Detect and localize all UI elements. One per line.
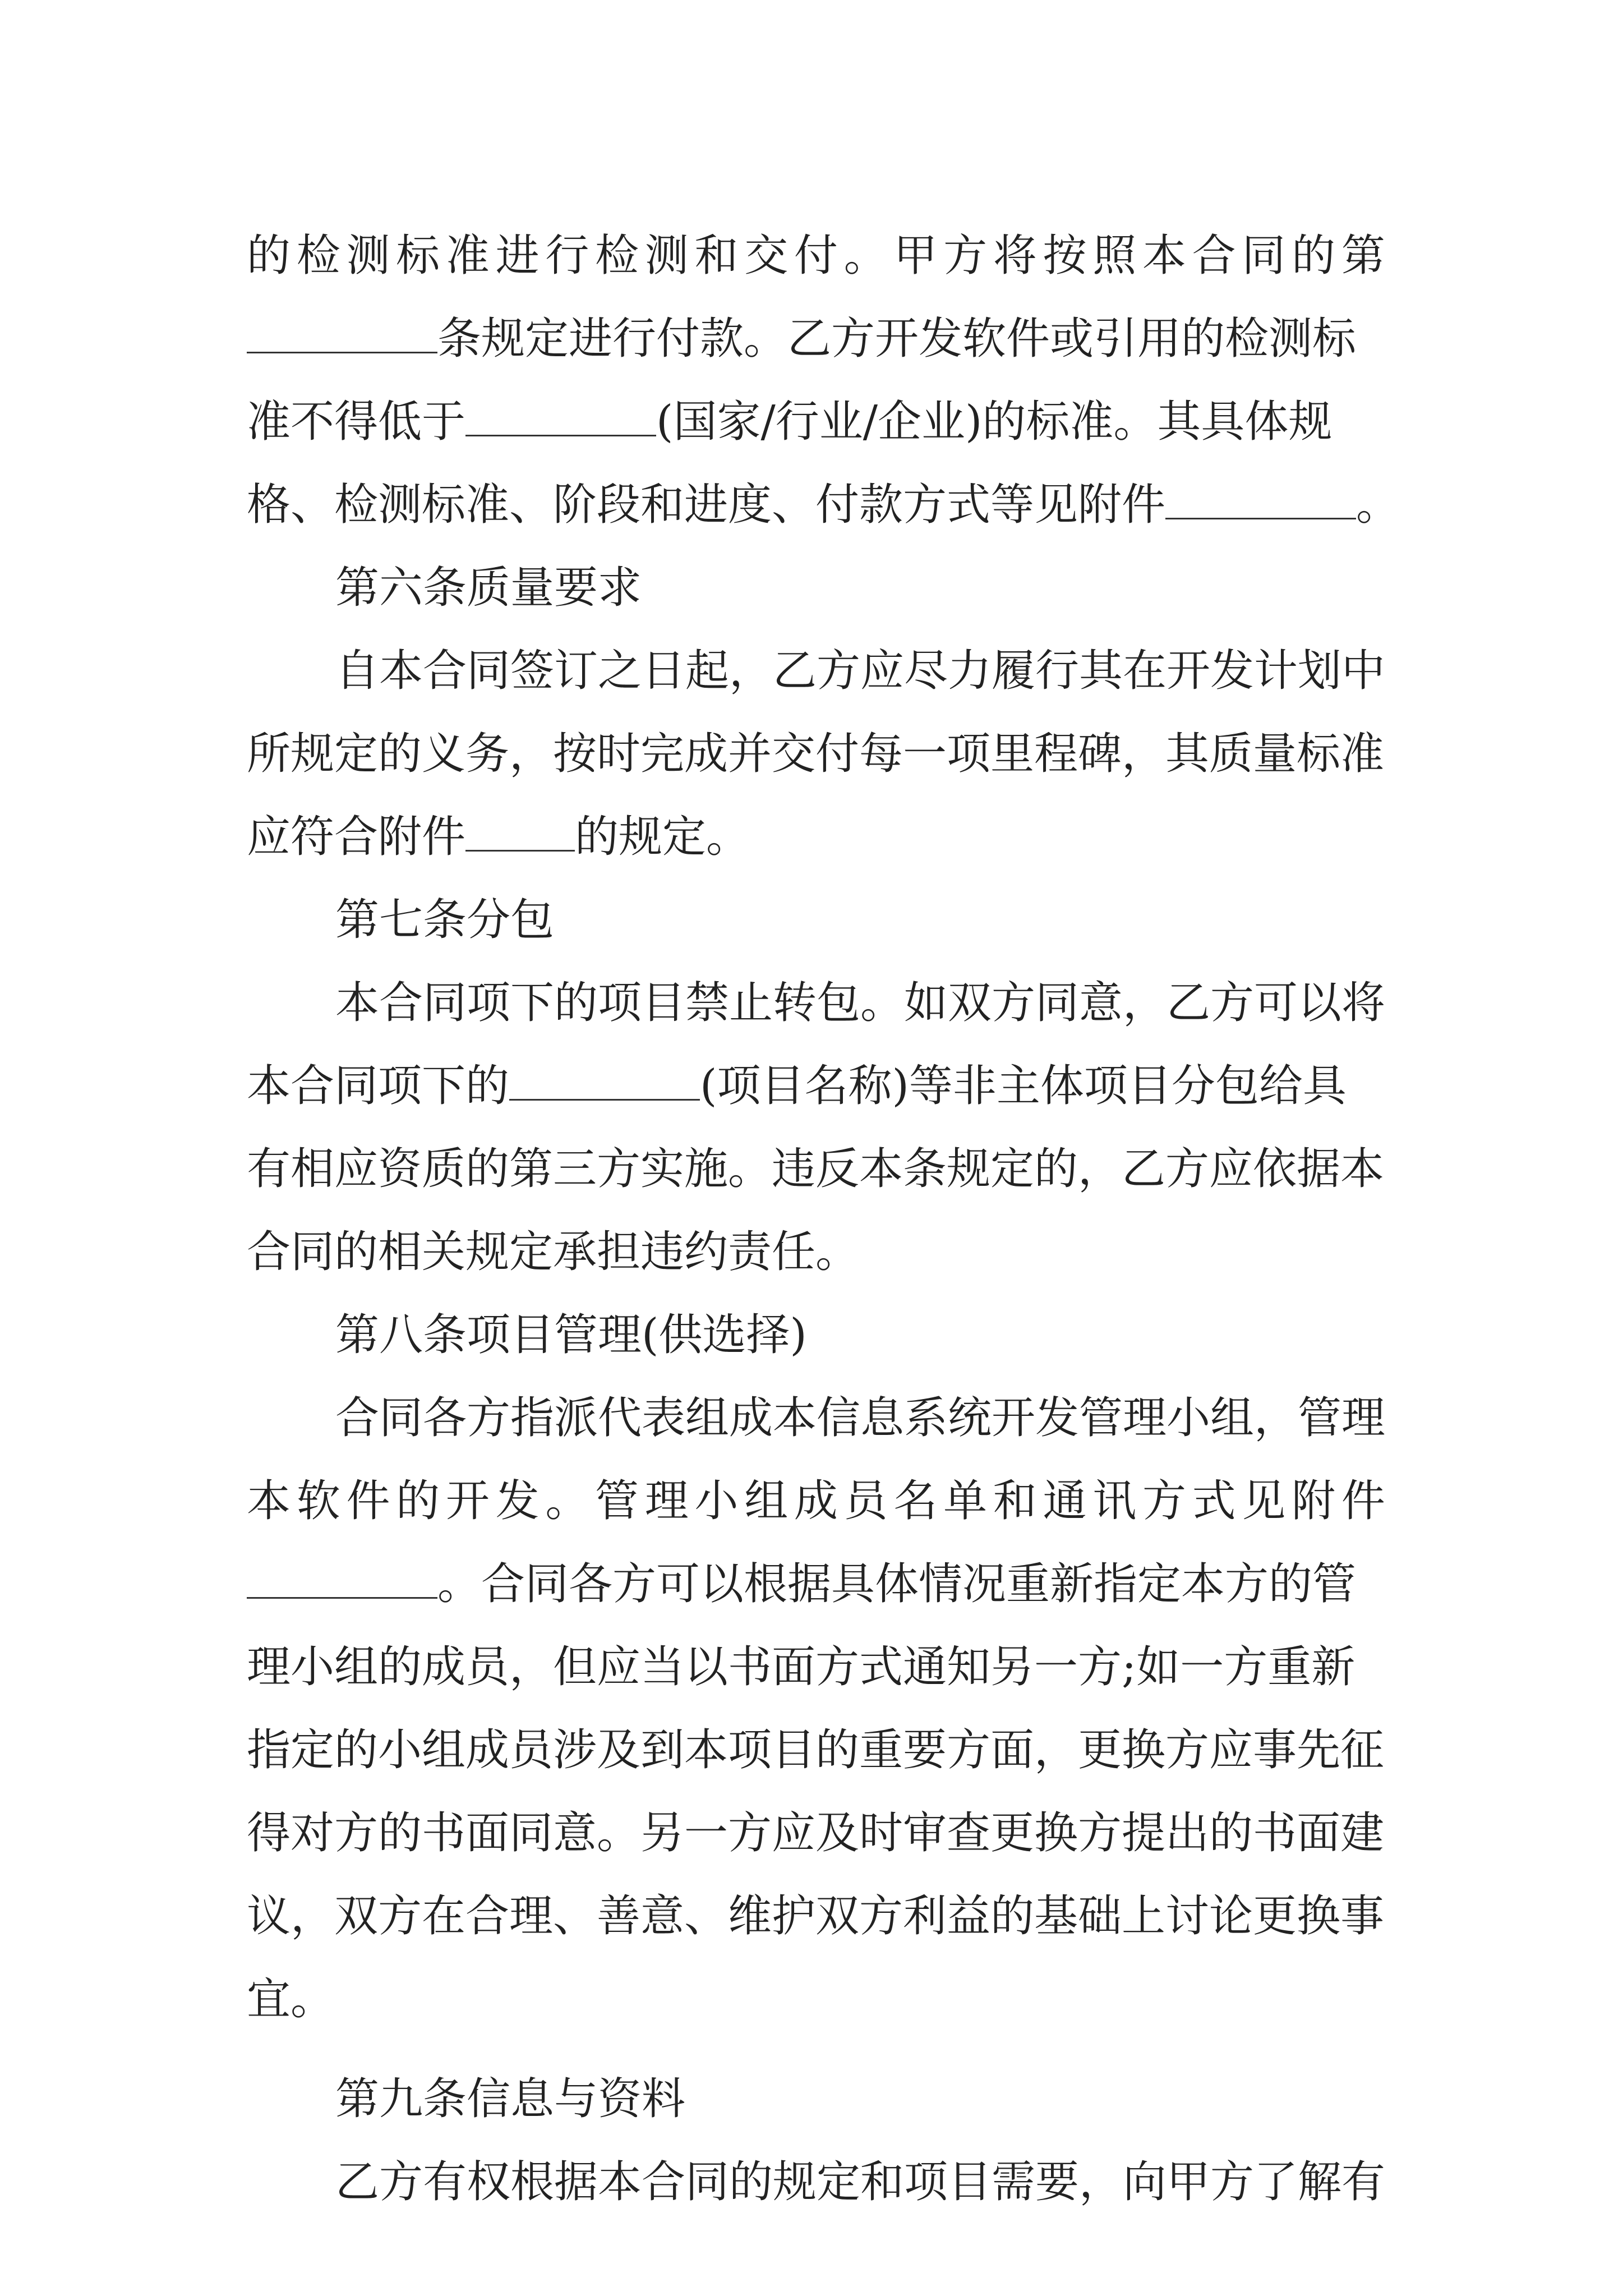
- character: 名: [893, 1476, 938, 1526]
- character: 测: [644, 231, 689, 281]
- fill-in-blank[interactable]: [1165, 476, 1356, 519]
- text-line: 自本合同签订之日起，乙方应尽力履行其在开发计划中: [335, 646, 1386, 696]
- text-line: 宜。: [247, 1974, 335, 2024]
- text-line: 所规定的义务，按时完成并交付每一项里程碑，其质量标准: [247, 729, 1385, 779]
- text-line: 。合同各方可以根据具体情况重新指定本方的管: [247, 1543, 1385, 1626]
- character: 检: [296, 231, 340, 281]
- section-heading: 第八条项目管理(供选择): [335, 1310, 807, 1360]
- character: 发: [495, 1476, 540, 1526]
- text-line: 条规定进行付款。乙方开发软件或引用的检测标: [247, 297, 1385, 380]
- character: 管: [595, 1476, 639, 1526]
- character: 见: [1242, 1476, 1286, 1526]
- text-line: 指定的小组成员涉及到本项目的重要方面，更换方应事先征: [247, 1725, 1385, 1775]
- character: 软: [296, 1476, 340, 1526]
- character: 行: [545, 231, 589, 281]
- document-page: [247, 214, 1400, 2224]
- character: 附: [1292, 1476, 1336, 1526]
- character: 检: [595, 231, 639, 281]
- character: 理: [644, 1476, 689, 1526]
- character: 和: [993, 1476, 1037, 1526]
- character: 员: [843, 1476, 888, 1526]
- character: 甲: [893, 231, 938, 281]
- character: 开: [445, 1476, 490, 1526]
- text-line: 合同的相关规定承担违约责任。: [247, 1227, 860, 1277]
- paragraph-spacing: [247, 2041, 1385, 2058]
- fill-in-blank[interactable]: [247, 310, 437, 353]
- character: 照: [1092, 231, 1137, 281]
- character: 方: [1142, 1476, 1186, 1526]
- character: 。: [843, 231, 888, 281]
- text-line: 乙方有权根据本合同的规定和项目需要，向甲方了解有: [335, 2157, 1386, 2207]
- character: 本: [247, 1476, 291, 1526]
- character: 。: [545, 1476, 589, 1526]
- text-line: 本合同项下的 (项目名称)等非主体项目分包给具: [247, 1045, 1385, 1128]
- text-line: 理小组的成员，但应当以书面方式通知另一方;如一方重新: [247, 1642, 1355, 1692]
- character: 组: [744, 1476, 789, 1526]
- text-line: 格、检测标准、阶段和进度、付款方式等见附件 。: [247, 463, 1385, 546]
- character: 本: [1142, 231, 1186, 281]
- character: 付: [794, 231, 838, 281]
- character: 交: [744, 231, 789, 281]
- character: 和: [694, 231, 739, 281]
- character: 件: [1341, 1476, 1385, 1526]
- character: 讯: [1092, 1476, 1137, 1526]
- character: 标: [396, 231, 440, 281]
- character: 同: [1242, 231, 1286, 281]
- character: 通: [1043, 1476, 1087, 1526]
- text-line: 议，双方在合理、善意、维护双方利益的基础上讨论更换事: [247, 1891, 1385, 1941]
- character: 方: [943, 231, 988, 281]
- text-line: [247, 1460, 1385, 1543]
- text-line: 准不得低于 (国家/行业/企业)的标准。其具体规: [247, 380, 1385, 463]
- character: 式: [1192, 1476, 1236, 1526]
- character: 测: [346, 231, 390, 281]
- character: 单: [943, 1476, 988, 1526]
- text-line: 有相应资质的第三方实施。违反本条规定的，乙方应依据本: [247, 1144, 1385, 1194]
- character: 合: [1192, 231, 1236, 281]
- text-line: 得对方的书面同意。另一方应及时审查更换方提出的书面建: [247, 1808, 1385, 1858]
- section-heading: 第九条信息与资料: [335, 2074, 686, 2124]
- character: 的: [1292, 231, 1336, 281]
- character: 进: [495, 231, 540, 281]
- character: 第: [1341, 231, 1385, 281]
- character: 的: [396, 1476, 440, 1526]
- character: 的: [247, 231, 291, 281]
- character: 按: [1043, 231, 1087, 281]
- text-line: [247, 214, 1385, 297]
- section-heading: 第七条分包: [335, 895, 555, 945]
- character: 准: [445, 231, 490, 281]
- character: 件: [346, 1476, 390, 1526]
- fill-in-blank[interactable]: [465, 393, 656, 436]
- fill-in-blank[interactable]: [247, 1556, 437, 1599]
- text-line: 应符合附件 的规定。: [247, 795, 1385, 878]
- character: 成: [794, 1476, 838, 1526]
- character: 将: [993, 231, 1037, 281]
- fill-in-blank[interactable]: [465, 808, 575, 852]
- fill-in-blank[interactable]: [509, 1057, 700, 1101]
- text-line: 本合同项下的项目禁止转包。如双方同意，乙方可以将: [335, 978, 1386, 1028]
- text-line: 合同各方指派代表组成本信息系统开发管理小组，管理: [335, 1393, 1386, 1443]
- character: 小: [694, 1476, 739, 1526]
- section-heading: 第六条质量要求: [335, 563, 642, 613]
